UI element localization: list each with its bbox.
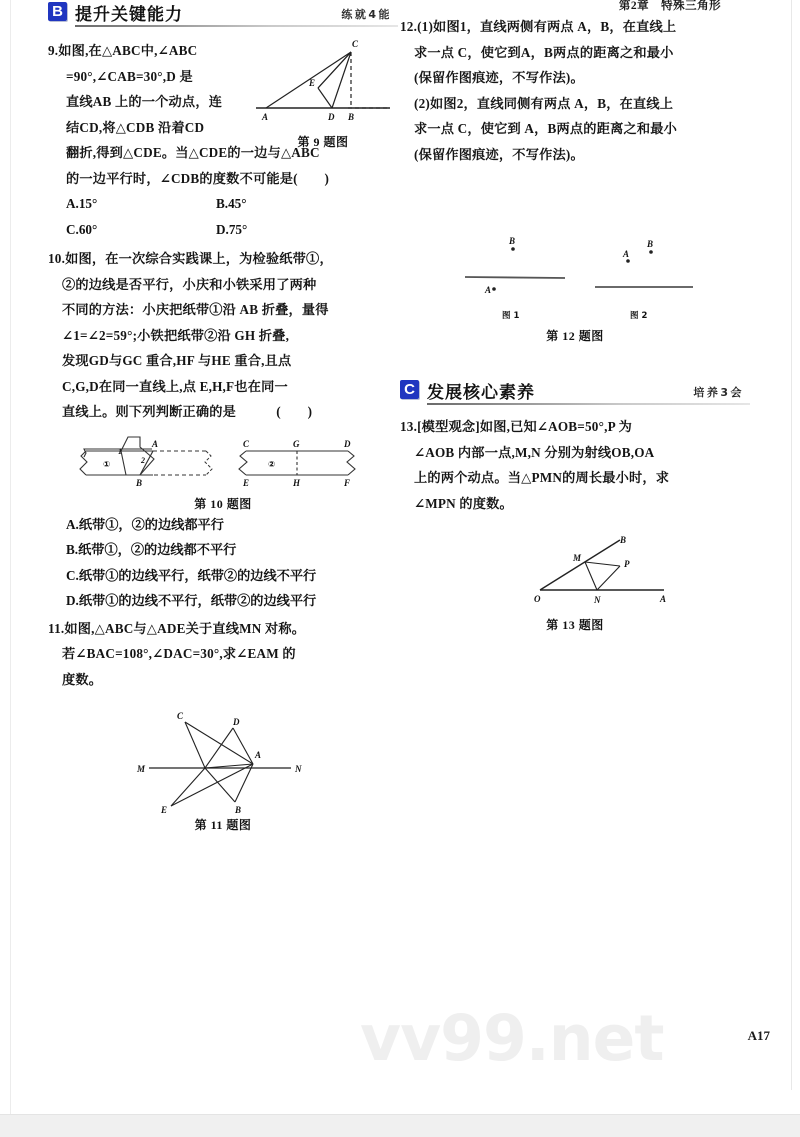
q10-label-strip2: ② [268, 459, 276, 470]
q10-line-4: ∠1=∠2=59°;小铁把纸带②沿 GH 折叠, [62, 327, 290, 343]
q12-diagram [425, 225, 725, 331]
q10-line-1: 10.如图，在一次综合实践课上，为检验纸带①， [48, 251, 333, 266]
question-11 [48, 616, 398, 834]
q12-fig2-label-A: A [623, 249, 630, 259]
q12-figure-caption: 第 12 题图 [546, 329, 604, 343]
q10-line-2: ②的边线是否平行，小庆和小铁采用了两种 [62, 276, 317, 292]
q10-option-d: D.纸带①的边线不平行，纸带②的边线平行 [66, 593, 317, 608]
q9-option-b: B.45° [216, 196, 247, 211]
q10-label-F: F [344, 477, 351, 488]
q10-line-5: 发现GD与GC 重合,HF 与HE 重合,且点 [62, 353, 292, 368]
q10-label-angle1: 1 [118, 446, 122, 456]
q12-line-3: (保留作图痕迹，不写作法)。 [414, 70, 584, 85]
q13-label-N: N [594, 595, 601, 605]
q12-line-5: 求一点 C，使它到 A，B两点的距离之和最小 [414, 121, 678, 136]
right-column [400, 0, 750, 633]
section-rule-b [75, 25, 398, 27]
q9-diagram [248, 36, 398, 126]
q12-figure [400, 225, 750, 344]
q11-figure-caption: 第 11 题图 [194, 818, 252, 832]
q12-line-1: 12.(1)如图1，直线两侧有两点 A，B，在直线上 [400, 19, 677, 34]
q12-subcaption-2: 图 2 [630, 311, 648, 321]
q9-line-5: 翻折,得到△CDE。当△CDE的一边与△ABC [66, 145, 320, 160]
q10-label-strip1: ① [103, 459, 111, 470]
section-header-c [400, 378, 750, 408]
q10-line-7: 直线上。则下列判断正确的是 ( ) [62, 404, 313, 419]
q10-label-D: D [344, 438, 351, 449]
q10-label-B: B [136, 477, 143, 488]
q9-figure [248, 36, 398, 150]
q11-label-M: M [137, 764, 146, 774]
q9-options-row-1 [48, 191, 398, 217]
section-title-b: 提升关键能力 [75, 5, 183, 25]
q10-label-A: A [152, 438, 159, 449]
section-rule-c [427, 403, 750, 405]
q10-label-E: E [243, 477, 250, 488]
q9-option-a: A.15° [66, 196, 98, 211]
q10-label-G: G [293, 438, 300, 449]
q12-line-4: (2)如图2，直线同侧有两点 A，B，在直线上 [414, 95, 674, 111]
question-13 [400, 414, 750, 633]
q13-label-B: B [620, 535, 627, 545]
q11-diagram [123, 706, 323, 814]
q12-line-6: (保留作图痕迹，不写作法)。 [414, 146, 584, 162]
q11-label-C: C [177, 711, 184, 721]
q10-line-6: C,G,D在同一直线上,点 E,H,F也在同一 [62, 378, 288, 394]
q13-label-O: O [534, 594, 541, 604]
q9-line-6: 的一边平行时，∠CDB的度数不可能是( ) [66, 170, 330, 186]
section-badge-b: B [48, 2, 67, 21]
running-head: 第2章 特殊三角形 [618, 0, 722, 12]
q13-line-1: 13.[模型观念]如图,已知∠AOB=50°,P 为 [400, 419, 632, 434]
q13-line-2: ∠AOB 内部一点,M,N 分别为射线OB,OA [414, 444, 655, 460]
section-title-c: 发展核心素养 [427, 383, 535, 403]
q9-option-c: C.60° [66, 221, 98, 237]
section-tagline-c: 培养3会 [693, 386, 744, 399]
q9-line-4: 结CD,将△CDB 沿着CD [66, 119, 205, 135]
q9-options-row-2 [48, 217, 398, 243]
q9-label-E: E [309, 78, 316, 88]
q9-line-2: =90°,∠CAB=30°,D 是 [66, 68, 193, 84]
q13-label-M: M [573, 553, 582, 563]
q10-option-a: A.纸带①，②的边线都平行 [66, 516, 224, 532]
q13-label-P: P [624, 559, 630, 569]
q11-label-N: N [295, 764, 302, 774]
question-10 [48, 246, 398, 614]
page-edge-left [10, 0, 11, 1137]
q12-fig1-label-B: B [509, 236, 516, 246]
q13-figure-caption: 第 13 题图 [546, 618, 604, 632]
q12-fig1-label-A: A [485, 285, 492, 295]
question-12 [400, 14, 750, 344]
q12-subcaption-1: 图 1 [502, 311, 520, 321]
q10-label-angle2: 2 [141, 455, 145, 465]
q11-line-2: 若∠BAC=108°,∠DAC=30°,求∠EAM 的 [62, 646, 296, 661]
q9-option-d: D.75° [216, 221, 248, 237]
q11-label-E: E [161, 805, 168, 814]
q13-label-A: A [660, 594, 667, 604]
q9-figure-caption: 第 9 题图 [297, 135, 349, 149]
q9-label-C: C [352, 39, 359, 49]
q9-line-3: 直线AB 上的一个动点，连 [66, 94, 223, 109]
page-number: A17 [747, 1028, 770, 1043]
q11-label-B: B [235, 805, 242, 814]
section-tagline-b: 练就4能 [341, 8, 392, 21]
page-edge-bottom [0, 1115, 800, 1137]
q11-line-3: 度数。 [62, 671, 103, 687]
q9-label-A: A [262, 112, 269, 122]
q11-figure [48, 706, 398, 833]
q13-line-3: 上的两个动点。当△PMN的周长最小时，求 [414, 470, 670, 485]
q10-figure-caption: 第 10 题图 [194, 496, 252, 511]
q10-line-3: 不同的方法：小庆把纸带①沿 AB 折叠，量得 [62, 302, 329, 317]
section-header-b [48, 0, 398, 30]
q11-label-D: D [233, 717, 240, 727]
q12-line-2: 求一点 C，使它到A，B两点的距离之和最小 [414, 44, 674, 60]
page-edge-right [791, 0, 792, 1090]
q10-option-b: B.纸带①，②的边线都不平行 [66, 542, 237, 557]
q13-diagram [430, 534, 720, 614]
q11-label-A: A [255, 750, 262, 760]
section-badge-c: C [400, 380, 419, 399]
q11-line-1: 11.如图,△ABC与△ADE关于直线MN 对称。 [48, 620, 306, 636]
q10-diagram [78, 429, 368, 493]
q10-option-c: C.纸带①的边线平行，纸带②的边线不平行 [66, 567, 317, 583]
q10-label-H: H [293, 477, 301, 488]
question-9 [48, 38, 398, 242]
q9-label-B: B [348, 112, 355, 122]
left-column [48, 0, 398, 833]
q13-figure [400, 534, 750, 633]
q10-label-C: C [243, 438, 250, 449]
site-watermark: vv99.net [360, 1002, 664, 1075]
q9-line-1: 9.如图,在△ABC中,∠ABC [48, 43, 198, 58]
q13-line-4: ∠MPN 的度数。 [414, 495, 513, 511]
q10-figure [48, 429, 398, 512]
q12-fig2-label-B: B [647, 239, 654, 249]
q9-label-D: D [328, 112, 335, 122]
